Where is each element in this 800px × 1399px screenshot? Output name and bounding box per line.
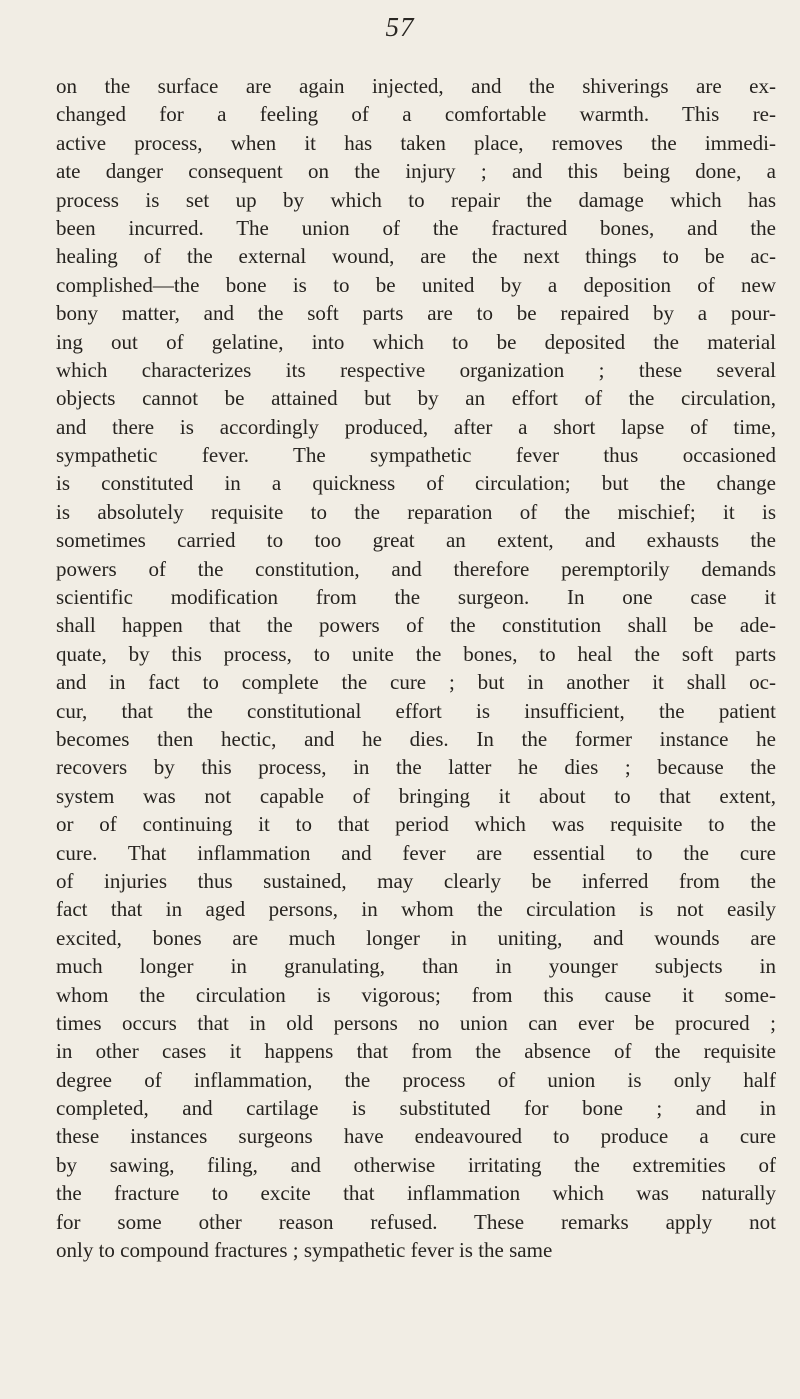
text-line: recovers by this process, in the latter he dies ; because the bbox=[56, 755, 776, 780]
text-line: much longer in granulating, than in younger subjects in bbox=[56, 954, 776, 979]
text-line: bony matter, and the soft parts are to be repaired by a pour- bbox=[56, 301, 776, 326]
text-line: and in fact to complete the cure ; but in another it shall oc- bbox=[56, 670, 776, 695]
text-line: whom the circulation is vigorous; from this cause it some- bbox=[56, 982, 776, 1007]
text-line: or of continuing it to that period which was requisite to the bbox=[56, 812, 776, 837]
text-line: quate, by this process, to unite the bones, to heal the soft parts bbox=[56, 641, 776, 666]
text-line: is constituted in a quickness of circulation; but the change bbox=[56, 471, 776, 496]
text-line: becomes then hectic, and he dies. In the former instance he bbox=[56, 726, 776, 751]
text-line: the fracture to excite that inflammation which was naturally bbox=[56, 1181, 776, 1206]
text-line: for some other reason refused. These remarks apply not bbox=[56, 1209, 776, 1234]
text-line: healing of the external wound, are the next things to be ac- bbox=[56, 244, 776, 269]
text-line: complished—the bone is to be united by a deposition of new bbox=[56, 272, 776, 297]
text-line: ing out of gelatine, into which to be deposited the material bbox=[56, 329, 776, 354]
text-line: fact that in aged persons, in whom the circulation is not easily bbox=[56, 897, 776, 922]
text-line: cur, that the constitutional effort is insufficient, the patient bbox=[56, 698, 776, 723]
body-text bbox=[56, 72, 776, 1264]
text-line: completed, and cartilage is substituted for bone ; and in bbox=[56, 1096, 776, 1121]
text-line: by sawing, filing, and otherwise irritating the extremities of bbox=[56, 1152, 776, 1177]
text-line: of injuries thus sustained, may clearly be inferred from the bbox=[56, 868, 776, 893]
text-line: which characterizes its respective organization ; these several bbox=[56, 357, 776, 382]
text-line: ate danger consequent on the injury ; and this being done, a bbox=[56, 159, 776, 184]
text-line: active process, when it has taken place, removes the immedi- bbox=[56, 130, 776, 155]
text-line: only to compound fractures ; sympathetic fever is the same bbox=[56, 1238, 553, 1263]
page-number: 57 bbox=[385, 12, 415, 42]
text-line: powers of the constitution, and therefore peremptorily demands bbox=[56, 556, 776, 581]
text-line: sometimes carried to too great an extent, and exhausts the bbox=[56, 528, 776, 553]
text-line: on the surface are again injected, and the shiverings are ex- bbox=[56, 74, 776, 98]
text-line: is absolutely requisite to the reparation of the mischief; it is bbox=[56, 499, 776, 524]
text-line: process is set up by which to repair the damage which has bbox=[56, 187, 776, 212]
text-line: times occurs that in old persons no union can ever be procured ; bbox=[56, 1010, 776, 1035]
text-line: in other cases it happens that from the absence of the requisite bbox=[56, 1039, 776, 1064]
text-line: objects cannot be attained but by an effort of the circulation, bbox=[56, 386, 776, 411]
text-line: scientific modification from the surgeon. In one case it bbox=[56, 585, 776, 610]
text-line: system was not capable of bringing it about to that extent, bbox=[56, 783, 776, 808]
text-line: shall happen that the powers of the constitution shall be ade- bbox=[56, 613, 776, 638]
text-line: degree of inflammation, the process of union is only half bbox=[56, 1067, 776, 1092]
text-line: these instances surgeons have endeavoured to produce a cure bbox=[56, 1124, 776, 1149]
text-line: excited, bones are much longer in uniting, and wounds are bbox=[56, 925, 776, 950]
text-line: sympathetic fever. The sympathetic fever thus occasioned bbox=[56, 443, 776, 468]
text-line: been incurred. The union of the fractured bones, and the bbox=[56, 215, 776, 240]
text-line: changed for a feeling of a comfortable warmth. This re- bbox=[56, 102, 776, 127]
text-line: cure. That inflammation and fever are essential to the cure bbox=[56, 840, 776, 865]
text-line: and there is accordingly produced, after a short lapse of time, bbox=[56, 414, 776, 439]
